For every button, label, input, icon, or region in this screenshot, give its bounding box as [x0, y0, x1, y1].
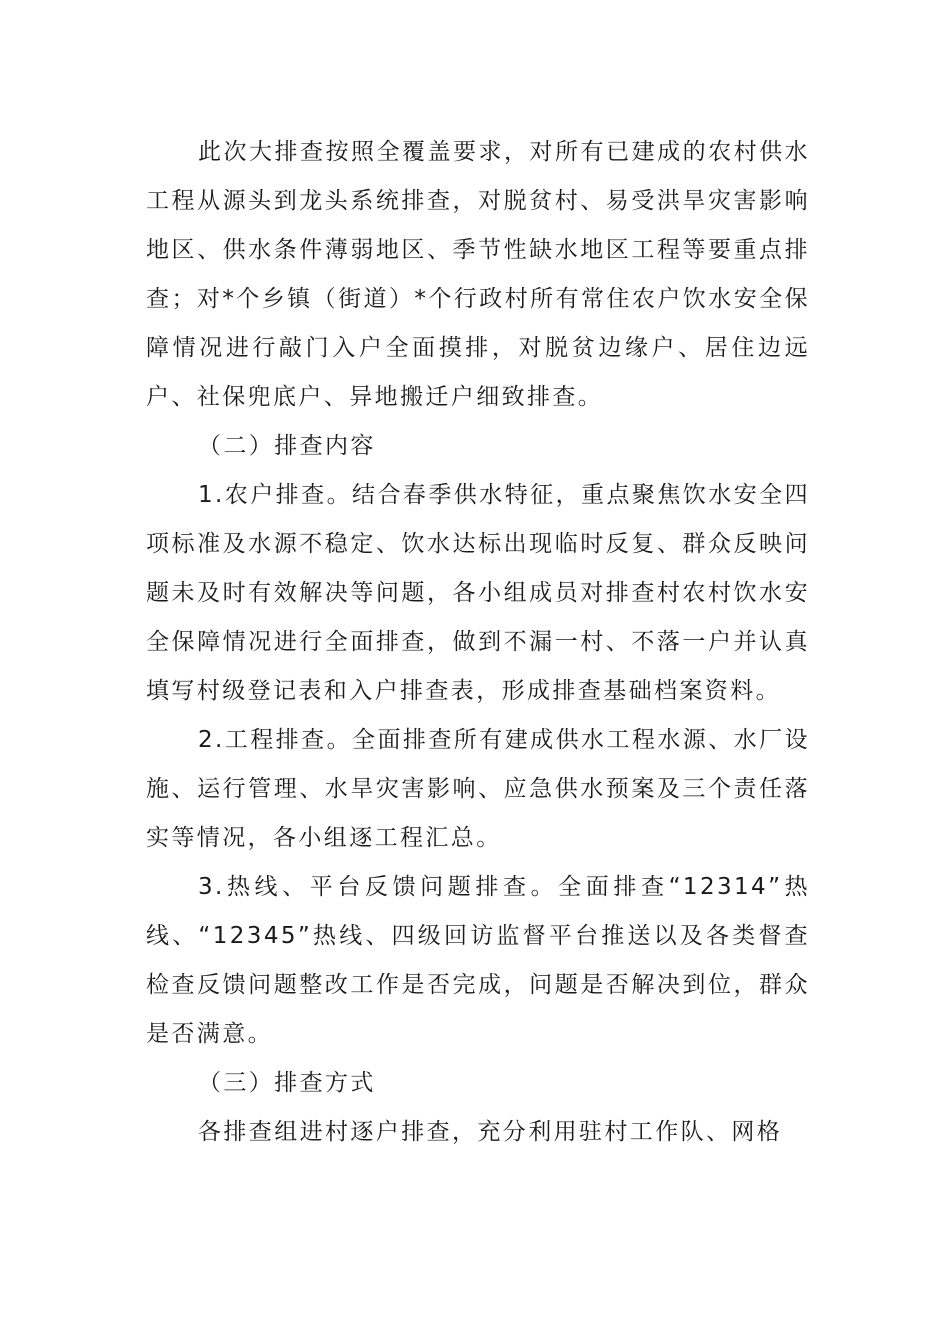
body-paragraph: 此次大排查按照全覆盖要求，对所有已建成的农村供水工程从源头到龙头系统排查，对脱贫村、易受洪旱灾害影响地区、供水条件薄弱地区、季节性缺水地区工程等要重点排查；对*个乡镇（街道）*个行政村所有常住农户饮水安全保障情况进行敲门入户全面摸排，对脱贫边缘户、居住边远户、社保兜底户、异地搬迁户细致排查。 [146, 139, 810, 410]
section-heading: （二）排查内容 [198, 433, 376, 459]
body-paragraph: 3.热线、平台反馈问题排查。全面排查“12314”热线、“12345”热线、四级回访监督平台推送以及各类督查检查反馈问题整改工作是否完成，问题是否解决到位，群众是否满意。 [146, 874, 810, 1047]
document-page [146, 128, 810, 1157]
section-heading: （三）排查方式 [198, 1070, 376, 1096]
body-paragraph: 2.工程排查。全面排查所有建成供水工程水源、水厂设施、运行管理、水旱灾害影响、应急供水预案及三个责任落实等情况，各小组逐工程汇总。 [146, 727, 810, 851]
body-paragraph: 1.农户排查。结合春季供水特征，重点聚焦饮水安全四项标准及水源不稳定、饮水达标出现临时反复、群众反映问题未及时有效解决等问题，各小组成员对排查村农村饮水安全保障情况进行全面排查，做到不漏一村、不落一户并认真填写村级登记表和入户排查表，形成排查基础档案资料。 [146, 482, 810, 704]
body-paragraph: 各排查组进村逐户排查，充分利用驻村工作队、网格 [198, 1119, 783, 1145]
